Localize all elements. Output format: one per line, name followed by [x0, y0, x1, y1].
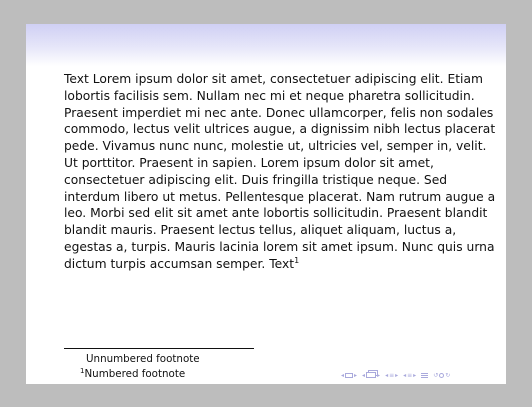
nav-next-frame-icon[interactable]: ▸ [377, 371, 381, 379]
nav-section-icon[interactable]: ≡ [407, 371, 413, 379]
presentation-slide [26, 24, 506, 384]
nav-frame-box-icon[interactable] [366, 372, 376, 378]
footnote-reference-marker[interactable]: 1 [294, 255, 300, 265]
nav-subsection-group [385, 372, 398, 379]
nav-prev-slide-icon[interactable]: ◂ [341, 371, 345, 379]
nav-frame-group [362, 372, 380, 379]
nav-prev-subsection-icon[interactable]: ◂ [385, 371, 389, 379]
slide-header-band [26, 24, 506, 66]
footnote-separator-rule [64, 348, 254, 349]
numbered-footnote [80, 368, 185, 381]
body-paragraph: Text Lorem ipsum dolor sit amet, consectetuer adipiscing elit. Etiam lobortis facilisis sem. Nullam nec mi et neque pharetra sollicitudin. Praesent imperdiet mi nec ante. Donec ullamcorper, felis non sodales commodo, lectus velit ultrices augue, a dignissim nibh lectus placerat pede. Vivamus nunc nunc, molestie ut, ultricies vel, semper in, velit. Ut porttitor. Praesent in sapien. Lorem ipsum dolor sit amet, consectetuer adipiscing elit. Duis fringilla tristique neque. Sed interdum libero ut metus. Pellentesque placerat. Nam rutrum augue a leo. Morbi sed elit sit amet ante lobortis sollicitudin. Praesent blandit blandit mauris. Praesent lectus tellus, aliquet aliquam, luctus a, egestas a, turpis. Mauris lacinia lorem sit amet ipsum. Nunc quis urna dictum turpis accumsan semper. Text [64, 72, 496, 271]
nav-magnifier-icon[interactable] [439, 373, 444, 378]
nav-next-slide-icon[interactable]: ▸ [354, 371, 358, 379]
unnumbered-footnote [86, 353, 200, 366]
nav-forward-icon[interactable]: ↻ [445, 371, 451, 379]
numbered-footnote-text: Numbered footnote [84, 368, 186, 380]
nav-prev-frame-icon[interactable]: ◂ [362, 371, 366, 379]
nav-prev-section-icon[interactable]: ◂ [403, 371, 407, 379]
unnumbered-footnote-text: Unnumbered footnote [86, 353, 200, 365]
nav-toc-icon[interactable] [421, 373, 428, 378]
nav-back-icon[interactable]: ↺ [433, 371, 439, 379]
numbered-footnote-marker: 1 [80, 367, 85, 375]
nav-search-icon[interactable] [433, 372, 450, 379]
nav-subsection-icon[interactable]: ≡ [389, 371, 395, 379]
beamer-navigation-bar [341, 370, 501, 380]
nav-slide-box-icon[interactable] [345, 373, 353, 378]
slide-body-text [64, 71, 500, 273]
nav-next-subsection-icon[interactable]: ▸ [395, 371, 399, 379]
nav-section-group [403, 372, 416, 379]
nav-next-section-icon[interactable]: ▸ [413, 371, 417, 379]
nav-slide-group [341, 372, 357, 379]
